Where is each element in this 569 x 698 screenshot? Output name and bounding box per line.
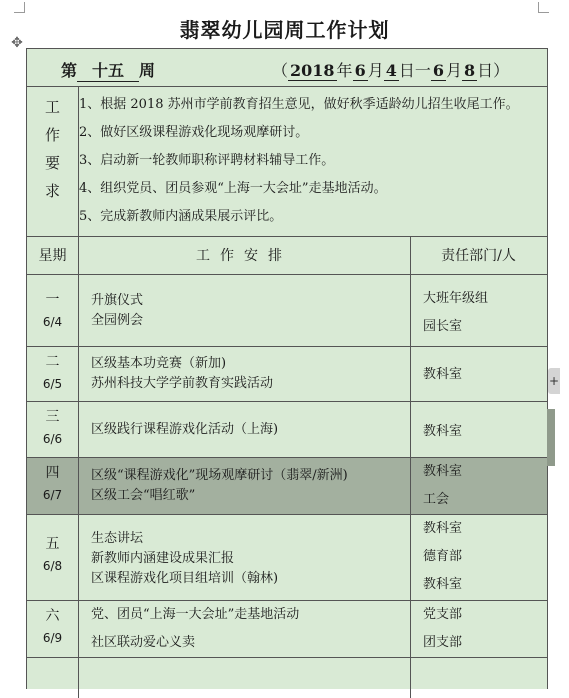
week-number[interactable]: 十五 [77, 58, 139, 82]
dept-cell[interactable]: 教科室 德育部 教科室 [423, 521, 463, 592]
work-cell[interactable]: 区级基本功竞赛（新加) 苏州科技大学学前教育实践活动 [91, 356, 274, 391]
day-cell: 六 6/9 [42, 608, 63, 645]
day-cell: 一 6/4 [42, 292, 63, 329]
requirements-label: 工 作 要 求 [44, 98, 60, 200]
header-day: 星期 [38, 248, 67, 264]
document-title: 翡翠幼儿园周工作计划 [179, 18, 390, 42]
header-work: 工作安排 [196, 248, 292, 264]
requirement-item[interactable]: 3、启动新一轮教师职称评聘材料辅导工作。 [79, 153, 335, 168]
day-cell: 二 6/5 [42, 354, 63, 391]
schedule-row-friday[interactable] [27, 515, 547, 601]
work-cell[interactable]: 升旗仪式 全园例会 [91, 293, 144, 328]
move-handle-icon[interactable]: ✥ [11, 35, 23, 51]
requirements-row [27, 87, 547, 237]
dept-cell[interactable]: 教科室 工会 [423, 464, 463, 507]
crop-mark-top-right [538, 2, 549, 13]
work-cell[interactable]: 党、团员“上海一大会址”走基地活动 社区联动爱心义卖 [91, 607, 300, 650]
requirement-item[interactable]: 1、根据 2018 苏州市学前教育招生意见，做好秋季适龄幼儿招生收尾工作。 [79, 97, 519, 112]
dept-cell[interactable]: 教科室 [423, 367, 463, 382]
work-cell[interactable]: 区级践行课程游戏化活动（上海) [91, 422, 279, 437]
requirement-item[interactable]: 5、完成新教师内涵成果展示评比。 [79, 209, 283, 224]
header-dept: 责任部门/人 [441, 248, 516, 264]
requirement-item[interactable]: 2、做好区级课程游戏化现场观摩研讨。 [79, 125, 309, 140]
day-cell: 五 6/8 [42, 536, 63, 573]
side-panel-tab-icon[interactable]: + [548, 368, 560, 394]
schedule-row-empty[interactable] [27, 658, 547, 698]
selection-overhang [547, 409, 555, 466]
crop-mark-top-left [14, 2, 25, 13]
schedule-row-thursday[interactable] [27, 458, 547, 515]
requirements-list [79, 91, 547, 231]
date-range: （ 2018 年 6 月 4 日一 6 月 8 日） [272, 61, 510, 80]
year-value[interactable]: 2018 [290, 61, 335, 80]
work-cell[interactable]: 区级“课程游戏化”现场观摩研讨（翡翠/新洲) 区级工会“唱红歌” [91, 468, 348, 503]
schedule-row-monday[interactable] [27, 275, 547, 347]
day-cell: 三 6/6 [42, 409, 63, 446]
schedule-header-row [27, 237, 547, 275]
work-cell[interactable]: 生态讲坛 新教师内涵建设成果汇报 区课程游戏化项目组培训（翰林) [91, 531, 279, 586]
week-label: 第 十五 周 [61, 58, 155, 82]
day-cell: 四 6/7 [42, 465, 63, 502]
schedule-row-wednesday[interactable] [27, 402, 547, 458]
requirement-item[interactable]: 4、组织党员、团员参观“上海一大会址”走基地活动。 [79, 181, 387, 196]
schedule-row-tuesday[interactable] [27, 347, 547, 402]
week-row [27, 49, 547, 87]
plan-table[interactable] [26, 48, 548, 689]
dept-cell[interactable]: 党支部 团支部 [423, 607, 463, 650]
schedule-row-saturday[interactable] [27, 601, 547, 658]
dept-cell[interactable]: 教科室 [423, 424, 463, 439]
dept-cell[interactable]: 大班年级组 园长室 [423, 291, 489, 334]
